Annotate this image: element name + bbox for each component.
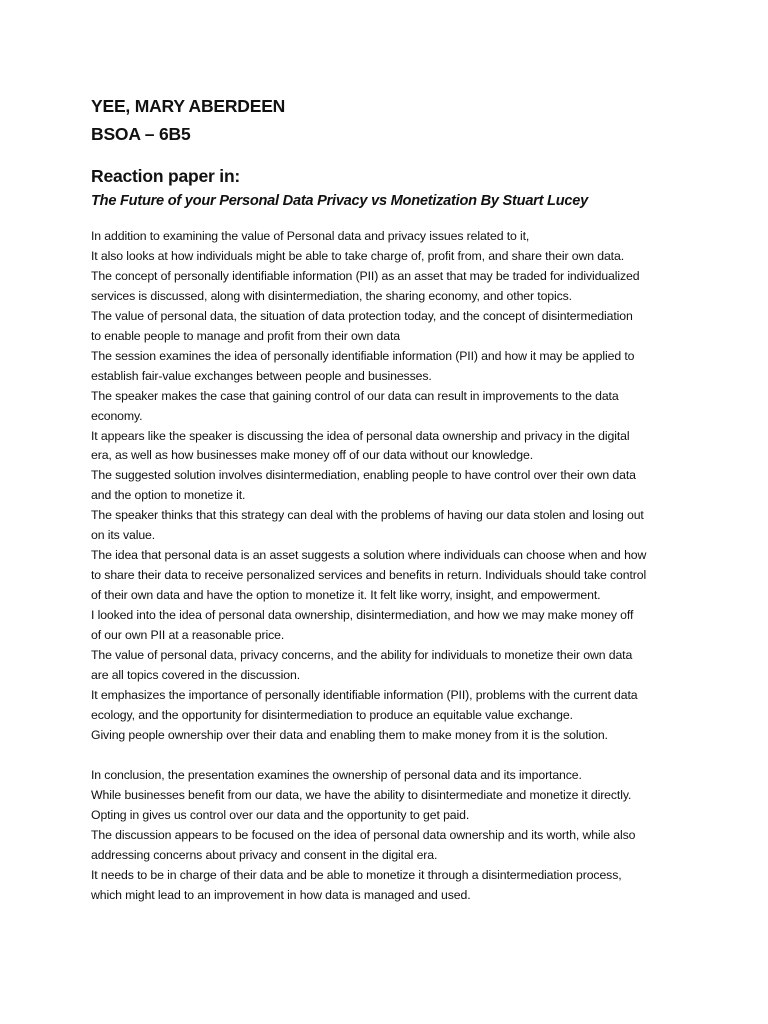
- body-text-line: Giving people ownership over their data and enabling them to make money from it is the solution.: [91, 727, 608, 742]
- body-text-line: are all topics covered in the discussion.: [91, 667, 301, 682]
- body-text-line: The speaker makes the case that gaining control of our data can result in improvements to the data: [91, 388, 619, 403]
- body-text-line: to share their data to receive personalized services and benefits in return. Individuals should take control: [91, 568, 647, 583]
- body-text-line: era, as well as how businesses make money off of our data without our knowledge.: [91, 448, 533, 463]
- conclusion-text-line: which might lead to an improvement in how data is managed and used.: [91, 887, 471, 902]
- body-text-line: services is discussed, along with disintermediation, the sharing economy, and other topics.: [91, 288, 572, 303]
- spacer: [91, 148, 691, 164]
- body-text-line: The idea that personal data is an asset suggests a solution where individuals can choose when and how: [91, 548, 647, 563]
- paper-title: The Future of your Personal Data Privacy vs Monetization By Stuart Lucey: [91, 193, 588, 209]
- body-text-line: The session examines the idea of personally identifiable information (PII) and how it may be applied to: [91, 348, 635, 363]
- conclusion-text-line: While businesses benefit from our data, we have the ability to disintermediate and monetize it directly.: [91, 787, 632, 802]
- author-name: YEE, MARY ABERDEEN: [91, 96, 286, 116]
- body-text-line: It emphasizes the importance of personally identifiable information (PII), problems with the current data: [91, 687, 638, 702]
- body-text-line: The speaker thinks that this strategy can deal with the problems of having our data stolen and losing out: [91, 508, 644, 523]
- body-text-line: The value of personal data, privacy concerns, and the ability for individuals to monetize their own data: [91, 648, 633, 663]
- body-text-line: In addition to examining the value of Personal data and privacy issues related to it,: [91, 229, 530, 243]
- body-text-line: The suggested solution involves disintermediation, enabling people to have control over their own data: [91, 468, 636, 483]
- body-text-line: It appears like the speaker is discussing the idea of personal data ownership and privacy in the digital: [91, 428, 630, 443]
- body-text-line: economy.: [91, 408, 143, 423]
- conclusion-text-line: It needs to be in charge of their data and be able to monetize it through a disintermediation process,: [91, 867, 622, 882]
- spacer: [91, 211, 691, 227]
- body-text-line: It also looks at how individuals might be able to take charge of, profit from, and share their own data.: [91, 248, 624, 263]
- body-text-line: The value of personal data, the situation of data protection today, and the concept of disintermediation: [91, 308, 633, 323]
- document-page: [91, 92, 691, 905]
- conclusion-text-line: Opting in gives us control over our data and the opportunity to get paid.: [91, 807, 470, 822]
- spacer: [91, 746, 691, 766]
- body-paragraph: [91, 227, 691, 746]
- body-text-line: I looked into the idea of personal data ownership, disintermediation, and how we may make money off: [91, 608, 634, 623]
- body-text-line: of their own data and have the option to monetize it. It felt like worry, insight, and empowerment.: [91, 588, 601, 603]
- conclusion-text-line: In conclusion, the presentation examines the ownership of personal data and its importance.: [91, 767, 582, 782]
- author-section: BSOA – 6B5: [91, 124, 191, 144]
- body-text-line: to enable people to manage and profit from their own data: [91, 328, 400, 343]
- body-text-line: The concept of personally identifiable information (PII) as an asset that may be traded for individualized: [91, 268, 640, 283]
- conclusion-text-line: addressing concerns about privacy and consent in the digital era.: [91, 847, 438, 862]
- body-text-line: of our own PII at a reasonable price.: [91, 628, 285, 643]
- body-text-line: establish fair-value exchanges between people and businesses.: [91, 368, 432, 383]
- body-text-line: ecology, and the opportunity for disintermediation to produce an equitable value exchange.: [91, 707, 573, 722]
- paper-heading: Reaction paper in:: [91, 166, 241, 186]
- body-text-line: on its value.: [91, 528, 156, 543]
- conclusion-text-line: The discussion appears to be focused on the idea of personal data ownership and its worth, while also: [91, 827, 636, 842]
- body-text-line: and the option to monetize it.: [91, 488, 246, 503]
- conclusion-paragraph: [91, 766, 691, 906]
